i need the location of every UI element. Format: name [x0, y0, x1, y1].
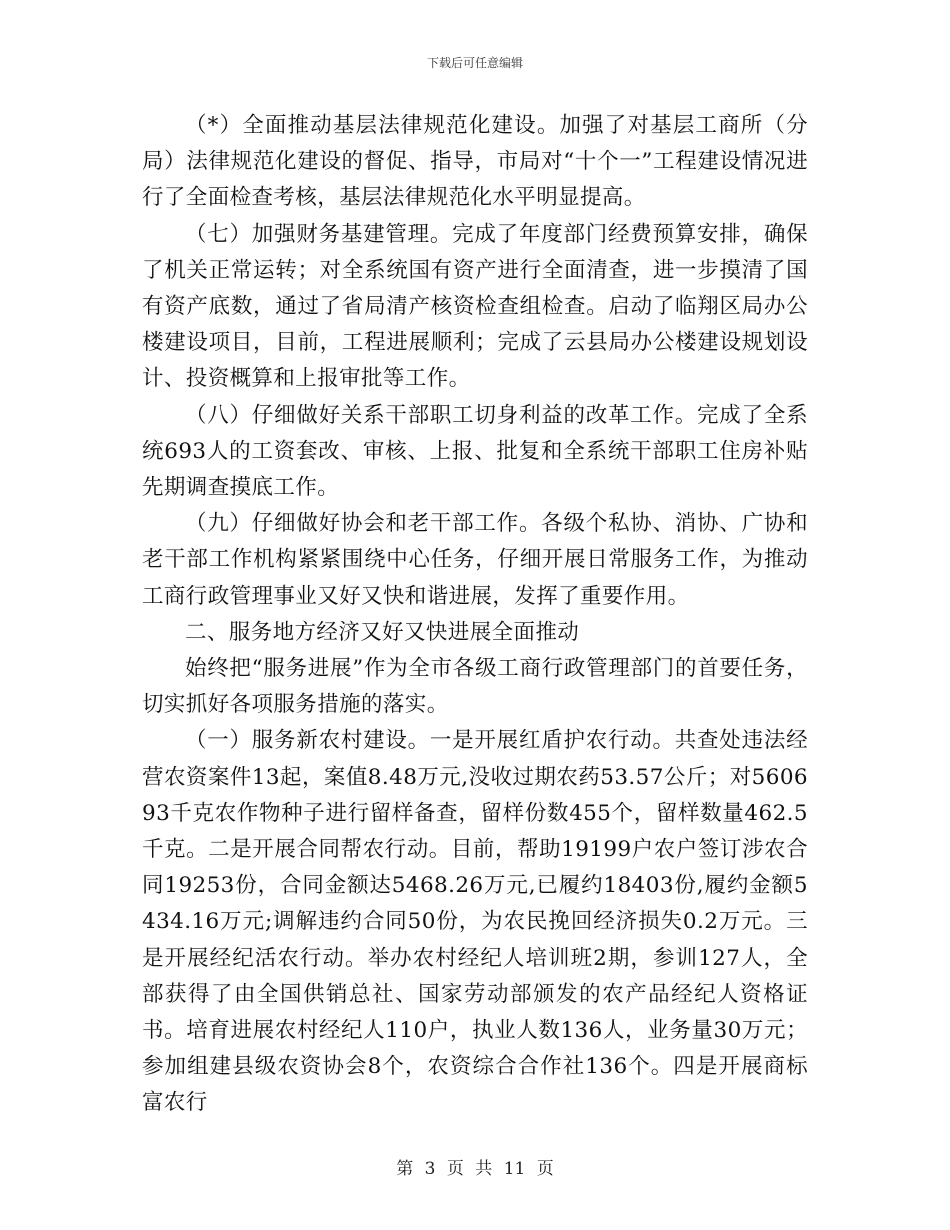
page-header: 下载后可任意编辑: [426, 56, 523, 70]
document-body: [142, 108, 808, 1122]
paragraph-item-9: （九）仔细做好协会和老干部工作。各级个私协、消协、广协和老干部工作机构紧紧围绕中心任务，仔细开展日常服务工作，为推动工商行政管理事业又好又快和谐进展，发挥了重要作用。: [142, 511, 808, 609]
paragraph-item-8: （八）仔细做好关系干部职工切身利益的改革工作。完成了全系统693人的工资套改、审核、上报、批复和全系统干部职工住房补贴先期调查摸底工作。: [142, 402, 808, 501]
paragraph-rural-service: （一）服务新农村建设。一是开展红盾护农行动。共查处违法经营农资案件13起，案值8.48万元,没收过期农药53.57公斤；对560693千克农作物种子进行留样备查，留样份数455个，留样数量462.5千克。二是开展合同帮农行动。目前，帮助19199户农户签订涉农合同19253份，合同金额达5468.26万元,已履约18403份,履约金额5434.16万元;调解违约合同50份，为农民挽回经济损失0.2万元。三是开展经纪活农行动。举办农村经纪人培训班2期，参训127人，全部获得了由全国供销总社、国家劳动部颁发的农产品经纪人资格证书。培育进展农村经纪人110户，执业人数136人，业务量30万元；参加组建县级农资协会8个，农资综合合作社136个。四是开展商标富农行: [142, 728, 808, 1116]
paragraph-item-6: （*）全面推动基层法律规范化建设。加强了对基层工商所（分局）法律规范化建设的督促、指导，市局对“十个一”工程建设情况进行了全面检查考核，基层法律规范化水平明显提高。: [142, 113, 808, 211]
section-intro: 始终把“服务进展”作为全市各级工商行政管理部门的首要任务，切实抓好各项服务措施的落实。: [142, 656, 808, 718]
paragraph-item-7: （七）加强财务基建管理。完成了年度部门经费预算安排，确保了机关正常运转；对全系统国有资产进行全面清查，进一步摸清了国有资产底数，通过了省局清产核资检查组检查。启动了临翔区局办公楼建设项目，目前，工程进展顺利；完成了云县局办公楼建设规划设计、投资概算和上报审批等工作。: [142, 221, 808, 392]
section-heading: 二、服务地方经济又好又快进展全面推动: [185, 619, 580, 645]
page-number: 第 3 页 共 11 页: [396, 1159, 554, 1179]
